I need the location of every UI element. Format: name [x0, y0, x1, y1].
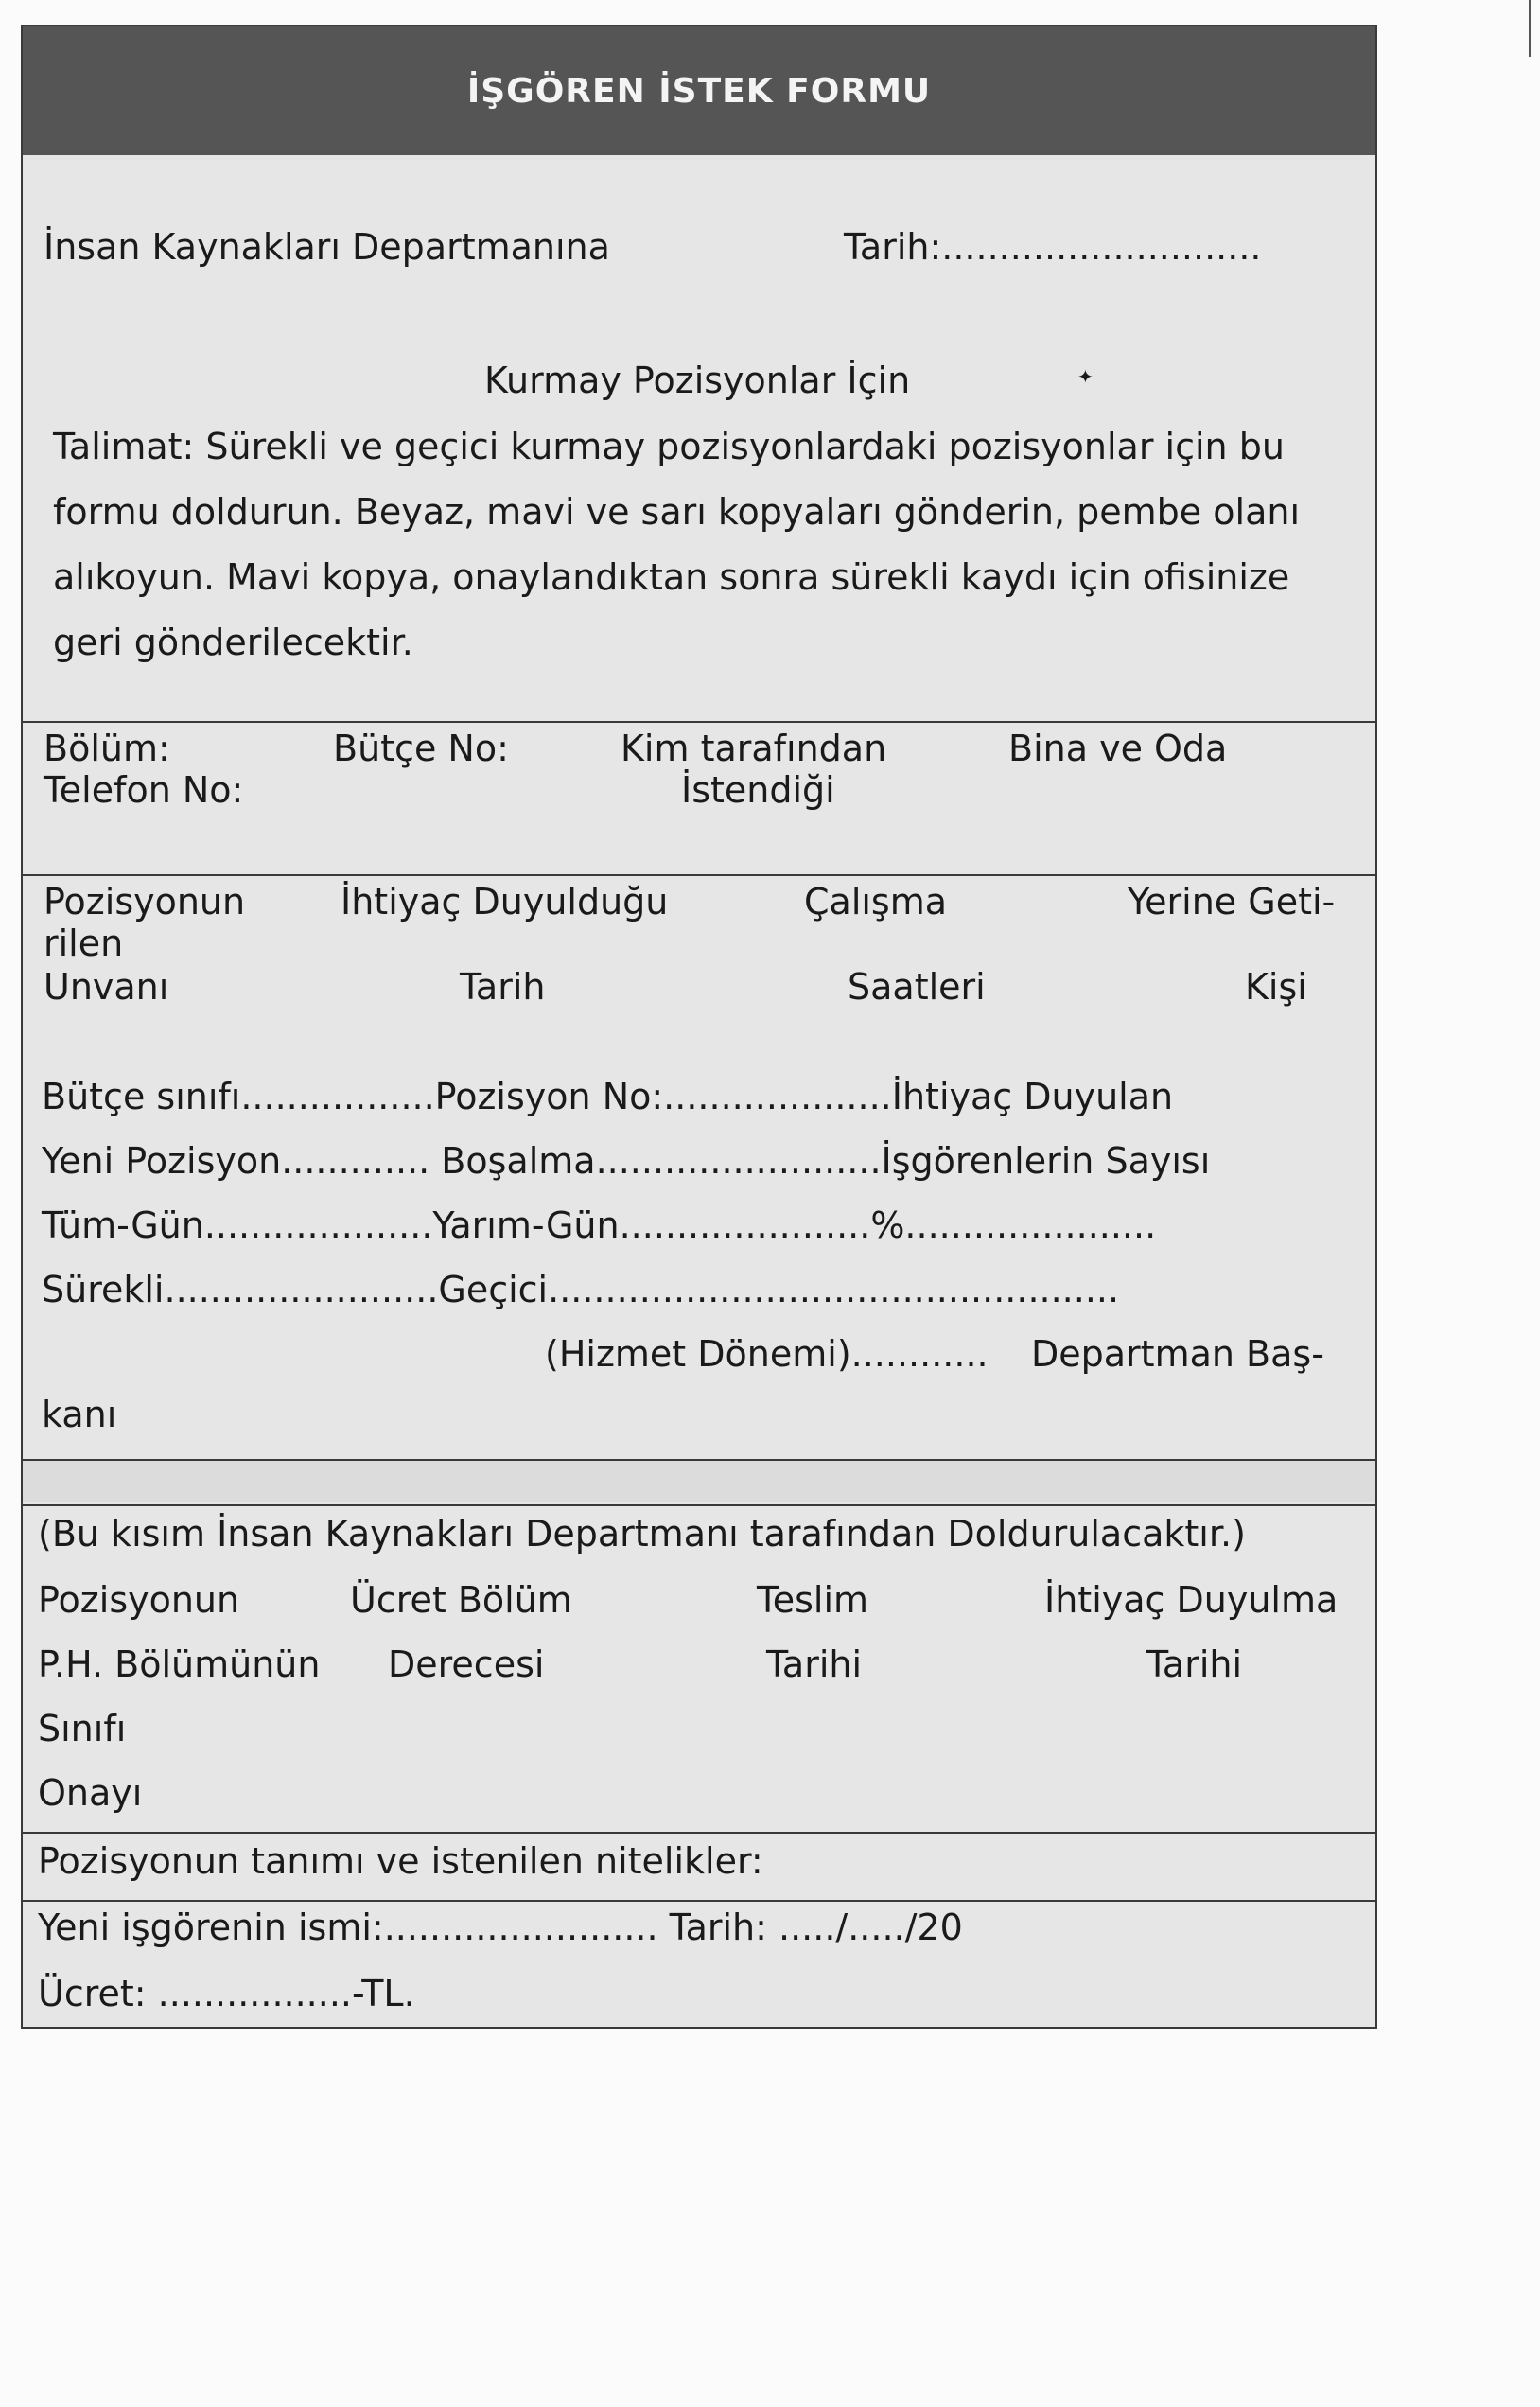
onayi-label: Onayı [38, 1772, 143, 1814]
ink-speck: ✦ [1077, 365, 1094, 388]
butce-no-label: Bütçe No: [333, 728, 509, 769]
pozisyonun-label: Pozisyonun [44, 881, 246, 922]
istendigi-label: İstendiği [681, 769, 835, 811]
divider [23, 874, 1375, 876]
ihtiyac-tarihi-label: Tarihi [1146, 1643, 1243, 1685]
form-subtitle: Kurmay Pozisyonlar İçin [484, 360, 911, 401]
hr-section-note: (Bu kısım İnsan Kaynakları Departmanı tarafından Doldurulacaktır.) [38, 1513, 1246, 1555]
instructions-line-2: formu doldurun. Beyaz, mavi ve sarı kopyaları gönderin, pembe olanı [53, 491, 1300, 533]
kani-label: kanı [42, 1394, 117, 1435]
employee-request-form [21, 25, 1377, 2029]
unvani-label: Unvanı [44, 966, 169, 1008]
ph-bolumunun-label: P.H. Bölümünün [38, 1643, 321, 1685]
hizmet-donemi-field[interactable]: (Hizmet Dönemi)............ [545, 1333, 989, 1375]
butce-sinifi-line[interactable]: Bütçe sınıfı.................Pozisyon No:....................İhtiyaç Duyulan [42, 1076, 1174, 1117]
teslim-tarihi-label: Tarihi [766, 1643, 863, 1685]
saatleri-label: Saatleri [848, 966, 986, 1008]
separator-band [23, 1461, 1375, 1502]
divider [23, 1832, 1375, 1834]
telefon-label: Telefon No: [44, 769, 244, 811]
departman-baskani-label: Departman Baş- [1031, 1333, 1324, 1375]
pozisyonun-hr-label: Pozisyonun [38, 1579, 240, 1621]
ihtiyac-duyuldugu-label: İhtiyaç Duyulduğu [341, 881, 669, 922]
bina-oda-label: Bina ve Oda [1008, 728, 1228, 769]
calisma-label: Çalışma [804, 881, 948, 922]
instructions-line-4: geri gönderilecektir. [53, 622, 413, 663]
bolum-label: Bölüm: [44, 728, 170, 769]
teslim-label: Teslim [757, 1579, 869, 1621]
instructions-line-1: Talimat: Sürekli ve geçici kurmay pozisyonlardaki pozisyonlar için bu [53, 426, 1285, 467]
surekli-line[interactable]: Sürekli........................Geçici.................................................. [42, 1269, 1120, 1310]
kisi-label: Kişi [1245, 966, 1307, 1008]
divider [23, 1900, 1375, 1902]
date-field[interactable]: Tarih:............................ [844, 226, 1262, 268]
recipient: İnsan Kaynakları Departmanına [44, 226, 610, 268]
kim-tarafindan-label: Kim tarafından [621, 728, 887, 769]
scan-edge-mark [1529, 0, 1531, 57]
tum-gun-line[interactable]: Tüm-Gün....................Yarım-Gün......................%...................... [42, 1204, 1157, 1246]
ucret-bolum-label: Ücret Bölüm [350, 1579, 572, 1621]
instructions-line-3: alıkoyun. Mavi kopya, onaylandıktan sonra sürekli kaydı için ofisinize [53, 556, 1290, 598]
new-employee-line[interactable]: Yeni işgörenin ismi:........................ Tarih: ...../...../20 [38, 1906, 963, 1948]
divider [23, 1504, 1375, 1506]
rilen-label: rilen [44, 922, 124, 964]
form-title: İŞGÖREN İSTEK FORMU [23, 26, 1375, 155]
position-description-label: Pozisyonun tanımı ve istenilen nitelikler: [38, 1840, 763, 1882]
ihtiyac-duyulma-label: İhtiyaç Duyulma [1044, 1579, 1339, 1621]
divider [23, 721, 1375, 723]
tarih-label: Tarih [460, 966, 546, 1008]
derecesi-label: Derecesi [388, 1643, 545, 1685]
sinifi-label: Sınıfı [38, 1708, 127, 1749]
yerine-geti-label: Yerine Geti- [1128, 881, 1336, 922]
yeni-pozisyon-line[interactable]: Yeni Pozisyon............. Boşalma.........................İşgörenlerin Sayısı [42, 1140, 1211, 1182]
wage-line[interactable]: Ücret: .................-TL. [38, 1973, 415, 2014]
